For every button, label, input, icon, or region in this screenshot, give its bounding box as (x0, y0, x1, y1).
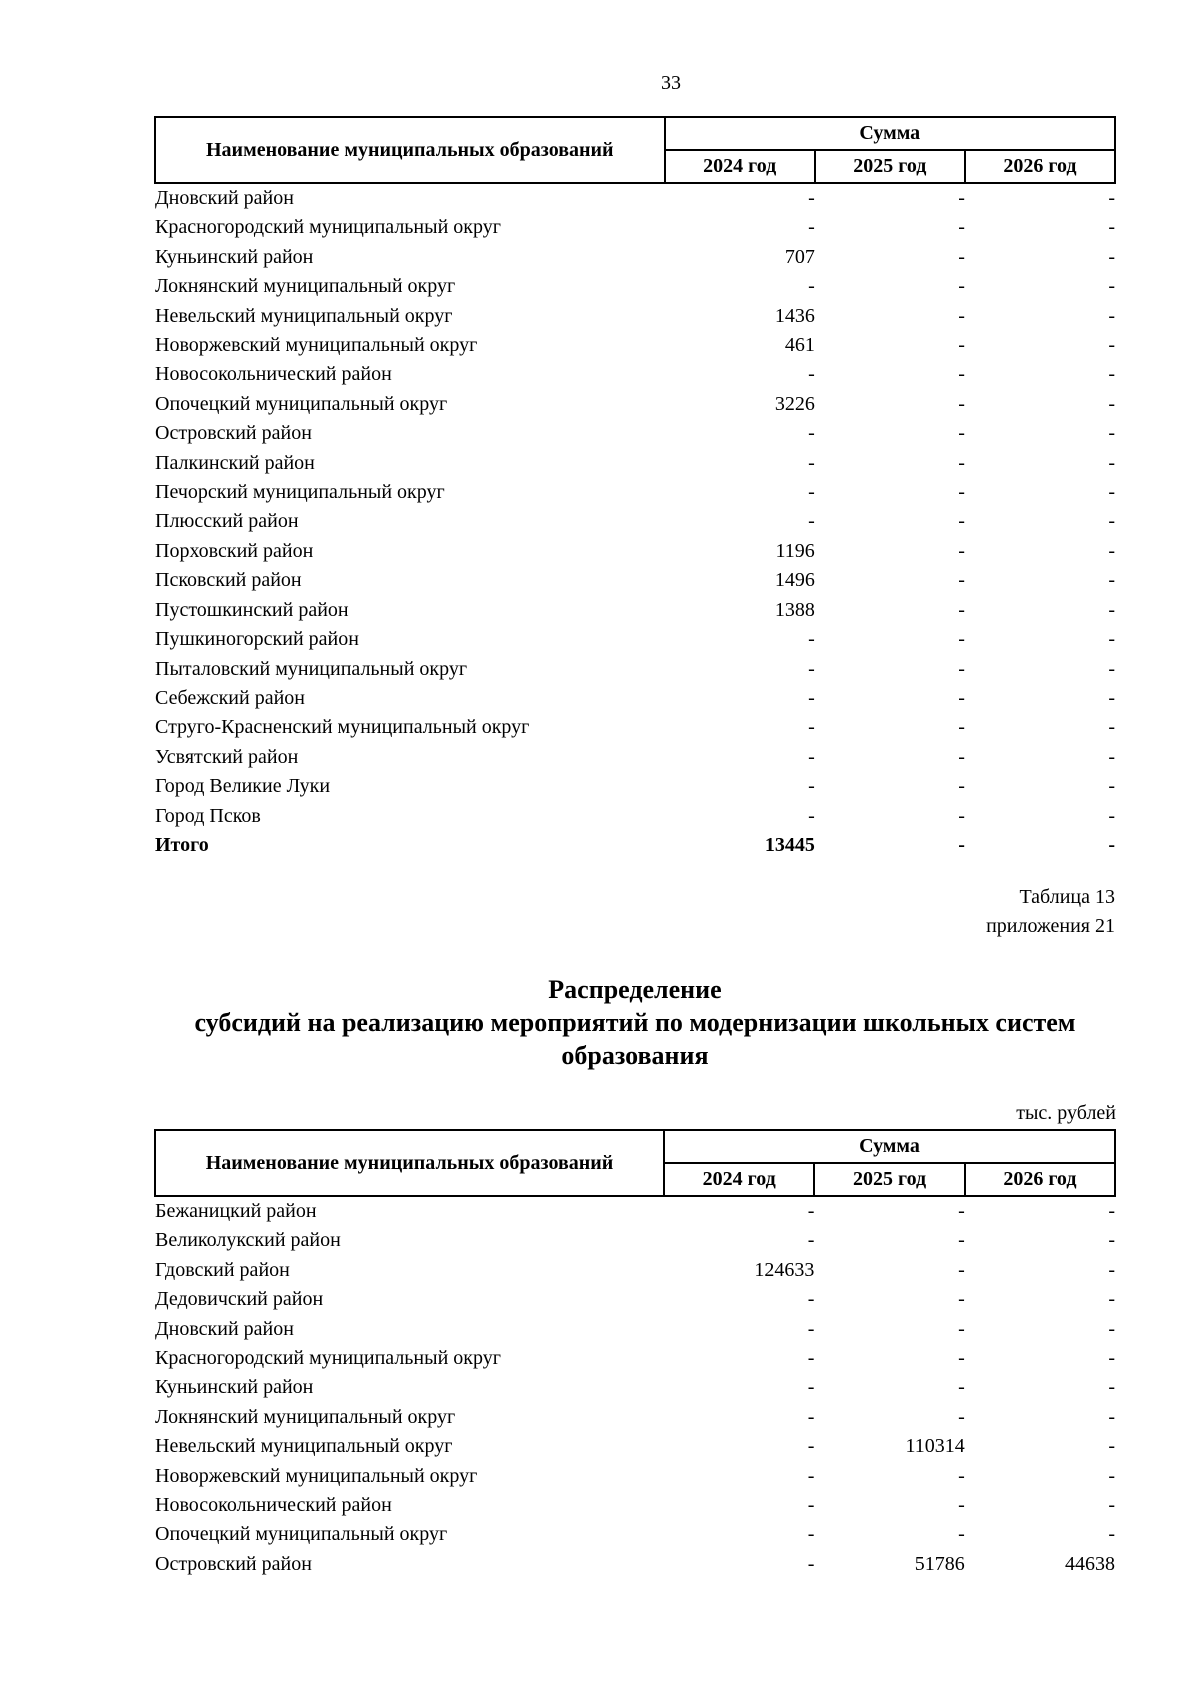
table-row (155, 802, 1115, 831)
value-2026: - (1108, 275, 1115, 298)
table-row (155, 1462, 1115, 1491)
value-2025: - (958, 334, 965, 357)
table-row (155, 537, 1115, 566)
value-2026: - (1108, 569, 1115, 592)
table-caption (986, 883, 1115, 941)
value-2026: - (1108, 1464, 1115, 1487)
value-2025: - (958, 833, 965, 856)
row-name: Дновский район (155, 1317, 294, 1340)
table-2 (154, 1129, 1116, 1579)
value-2026: - (1108, 422, 1115, 445)
value-2024: - (808, 657, 815, 680)
table-row (155, 302, 1115, 331)
value-2024: - (808, 363, 815, 386)
table-row (155, 243, 1115, 272)
value-2026: - (1108, 1494, 1115, 1517)
value-2025: - (958, 1464, 965, 1487)
value-2025: - (958, 245, 965, 268)
row-name: Невельский муниципальный округ (155, 1435, 453, 1458)
value-2024: 1388 (774, 598, 815, 621)
value-2026: - (1108, 363, 1115, 386)
table-row (155, 1344, 1115, 1373)
value-2025: - (958, 1405, 965, 1428)
table-row (155, 1373, 1115, 1402)
value-2026: - (1108, 481, 1115, 504)
table-row (155, 684, 1115, 713)
table-row (155, 772, 1115, 801)
title-line-2: субсидий на реализацию мероприятий по модернизации школьных систем (194, 1008, 1076, 1037)
year-header-2025: 2025 год (815, 150, 965, 183)
row-name: Новоржевский муниципальный округ (155, 334, 478, 357)
value-2026: - (1108, 745, 1115, 768)
title-line-1: Распределение (548, 975, 722, 1004)
value-2026: - (1108, 657, 1115, 680)
table-row (155, 596, 1115, 625)
value-2025: - (958, 1200, 965, 1222)
value-2025: - (958, 569, 965, 592)
value-2024: - (808, 216, 815, 239)
year-header-2024: 2024 год (664, 1163, 814, 1196)
value-2024: - (807, 1464, 815, 1487)
value-2024: - (807, 1200, 815, 1222)
value-2024: 1196 (775, 539, 815, 562)
value-2024: - (807, 1494, 815, 1517)
table-row (155, 478, 1115, 507)
row-name: Локнянский муниципальный округ (155, 275, 456, 298)
value-2024: - (808, 716, 815, 739)
value-2026: - (1108, 804, 1115, 827)
caption-line-2: приложения 21 (986, 915, 1115, 937)
row-name: Бежаницкий район (155, 1200, 317, 1222)
table-row (155, 183, 1115, 213)
value-2026: - (1108, 1288, 1115, 1311)
row-name: Город Великие Луки (155, 775, 331, 798)
year-header-2026: 2026 год (965, 1163, 1115, 1196)
row-name: Струго-Красненский муниципальный округ (155, 716, 530, 739)
row-name: Локнянский муниципальный округ (155, 1405, 456, 1428)
row-name: Итого (155, 833, 209, 856)
value-2024: - (807, 1317, 815, 1340)
value-2025: - (958, 216, 965, 239)
value-2024: - (808, 745, 815, 768)
value-2026: 44638 (1065, 1552, 1115, 1575)
row-name: Пустошкинский район (155, 598, 349, 621)
value-2025: - (958, 392, 965, 415)
row-name: Великолукский район (155, 1229, 341, 1252)
value-2024: 3226 (774, 392, 815, 415)
row-name: Опочецкий муниципальный округ (155, 1523, 448, 1546)
row-name: Гдовский район (155, 1258, 290, 1281)
value-2024: - (808, 451, 815, 474)
value-2025: - (958, 716, 965, 739)
table-row (155, 566, 1115, 595)
name-column-header: Наименование муниципальных образований (155, 117, 665, 183)
name-column-header: Наименование муниципальных образований (155, 1130, 664, 1196)
value-2026: - (1108, 598, 1115, 621)
page-number: 33 (661, 72, 681, 94)
sum-group-header: Сумма (665, 117, 1115, 150)
total-row (155, 831, 1115, 860)
value-2024: - (807, 1435, 815, 1458)
row-name: Красногородский муниципальный округ (155, 1347, 501, 1370)
value-2026: - (1108, 1523, 1115, 1546)
row-name: Пушкиногорский район (155, 628, 359, 651)
table-row (155, 1491, 1115, 1520)
table-row (155, 213, 1115, 242)
value-2025: - (958, 187, 965, 209)
row-name: Усвятский район (155, 745, 299, 768)
row-name: Палкинский район (155, 451, 315, 474)
value-2024: 461 (784, 334, 815, 357)
caption-line-1: Таблица 13 (1019, 886, 1115, 908)
value-2025: - (958, 1317, 965, 1340)
value-2025: - (958, 1347, 965, 1370)
table-2-body (155, 1196, 1115, 1579)
value-2024: - (807, 1552, 815, 1575)
row-name: Плюсский район (155, 510, 299, 533)
table-row (155, 507, 1115, 536)
table-row (155, 419, 1115, 448)
value-2026: - (1108, 245, 1115, 268)
value-2024: - (807, 1229, 815, 1252)
row-name: Себежский район (155, 686, 305, 709)
value-2024: - (808, 187, 815, 209)
value-2024: - (807, 1288, 815, 1311)
value-2025: - (958, 1494, 965, 1517)
row-name: Куньинский район (155, 245, 314, 268)
value-2025: - (958, 481, 965, 504)
value-2025: - (958, 804, 965, 827)
title-line-3: образования (561, 1041, 709, 1070)
value-2024: 1496 (774, 569, 815, 592)
table-row (155, 390, 1115, 419)
value-2024: 707 (784, 245, 815, 268)
value-2025: 110314 (905, 1435, 965, 1458)
value-2025: - (958, 686, 965, 709)
table-row (155, 1432, 1115, 1461)
value-2025: - (958, 657, 965, 680)
value-2026: - (1108, 392, 1115, 415)
value-2025: - (958, 745, 965, 768)
value-2024: - (808, 422, 815, 445)
table-row (155, 449, 1115, 478)
value-2026: - (1108, 628, 1115, 651)
value-2024: 124633 (754, 1258, 815, 1281)
value-2026: - (1108, 1347, 1115, 1370)
value-2024: 13445 (764, 833, 815, 856)
value-2024: - (808, 481, 815, 504)
row-name: Опочецкий муниципальный округ (155, 392, 448, 415)
value-2025: - (958, 1288, 965, 1311)
value-2026: - (1108, 510, 1115, 533)
sum-group-header: Сумма (664, 1130, 1115, 1163)
section-title (140, 973, 1130, 1072)
table-row (155, 331, 1115, 360)
table-row (155, 713, 1115, 742)
value-2025: - (958, 363, 965, 386)
row-name: Островский район (155, 1552, 312, 1575)
row-name: Дновский район (155, 187, 294, 209)
value-2025: - (958, 451, 965, 474)
row-name: Город Псков (155, 804, 261, 827)
value-2024: - (808, 775, 815, 798)
value-2024: - (808, 628, 815, 651)
value-2025: - (958, 598, 965, 621)
value-2025: - (958, 628, 965, 651)
value-2024: - (808, 275, 815, 298)
value-2026: - (1108, 451, 1115, 474)
unit-label: тыс. рублей (1016, 1102, 1116, 1124)
value-2026: - (1108, 1229, 1115, 1252)
row-name: Дедовичский район (155, 1288, 324, 1311)
value-2025: - (958, 510, 965, 533)
value-2025: - (958, 422, 965, 445)
value-2025: - (958, 1376, 965, 1399)
value-2026: - (1108, 539, 1115, 562)
row-name: Куньинский район (155, 1376, 314, 1399)
value-2025: - (958, 1523, 965, 1546)
value-2026: - (1108, 187, 1115, 209)
value-2025: - (958, 304, 965, 327)
table-row (155, 1256, 1115, 1285)
table-row (155, 655, 1115, 684)
row-name: Островский район (155, 422, 312, 445)
table-row (155, 1285, 1115, 1314)
table-row (155, 1315, 1115, 1344)
value-2025: - (958, 775, 965, 798)
year-header-2026: 2026 год (965, 150, 1115, 183)
year-header-2025: 2025 год (814, 1163, 964, 1196)
table-row (155, 625, 1115, 654)
value-2026: - (1108, 686, 1115, 709)
table-row (155, 1520, 1115, 1549)
value-2024: - (808, 510, 815, 533)
table-row (155, 272, 1115, 301)
table-row (155, 1196, 1115, 1226)
table-row (155, 1550, 1115, 1579)
value-2025: - (958, 1258, 965, 1281)
value-2026: - (1108, 716, 1115, 739)
table-1-body (155, 183, 1115, 860)
value-2025: 51786 (914, 1552, 965, 1575)
table-row (155, 1403, 1115, 1432)
value-2024: - (807, 1347, 815, 1370)
row-name: Печорский муниципальный округ (155, 481, 445, 504)
value-2026: - (1108, 1317, 1115, 1340)
value-2024: - (807, 1405, 815, 1428)
row-name: Псковский район (155, 569, 302, 592)
value-2024: 1436 (774, 304, 815, 327)
row-name: Пыталовский муниципальный округ (155, 657, 468, 680)
table-1 (154, 116, 1116, 860)
value-2025: - (958, 1229, 965, 1252)
table-row (155, 743, 1115, 772)
value-2026: - (1108, 833, 1115, 856)
value-2026: - (1108, 1376, 1115, 1399)
value-2026: - (1108, 1258, 1115, 1281)
value-2025: - (958, 539, 965, 562)
row-name: Красногородский муниципальный округ (155, 216, 501, 239)
value-2026: - (1108, 775, 1115, 798)
value-2026: - (1108, 334, 1115, 357)
row-name: Новосокольнический район (155, 1494, 392, 1517)
value-2026: - (1108, 304, 1115, 327)
value-2024: - (807, 1376, 815, 1399)
value-2026: - (1108, 1435, 1115, 1458)
row-name: Новоржевский муниципальный округ (155, 1464, 478, 1487)
value-2024: - (808, 686, 815, 709)
value-2025: - (958, 275, 965, 298)
value-2024: - (808, 804, 815, 827)
row-name: Порховский район (155, 539, 314, 562)
table-row (155, 1226, 1115, 1255)
year-header-2024: 2024 год (665, 150, 815, 183)
value-2026: - (1108, 216, 1115, 239)
value-2024: - (807, 1523, 815, 1546)
value-2026: - (1108, 1200, 1115, 1222)
row-name: Невельский муниципальный округ (155, 304, 453, 327)
table-row (155, 360, 1115, 389)
value-2026: - (1108, 1405, 1115, 1428)
row-name: Новосокольнический район (155, 363, 392, 386)
